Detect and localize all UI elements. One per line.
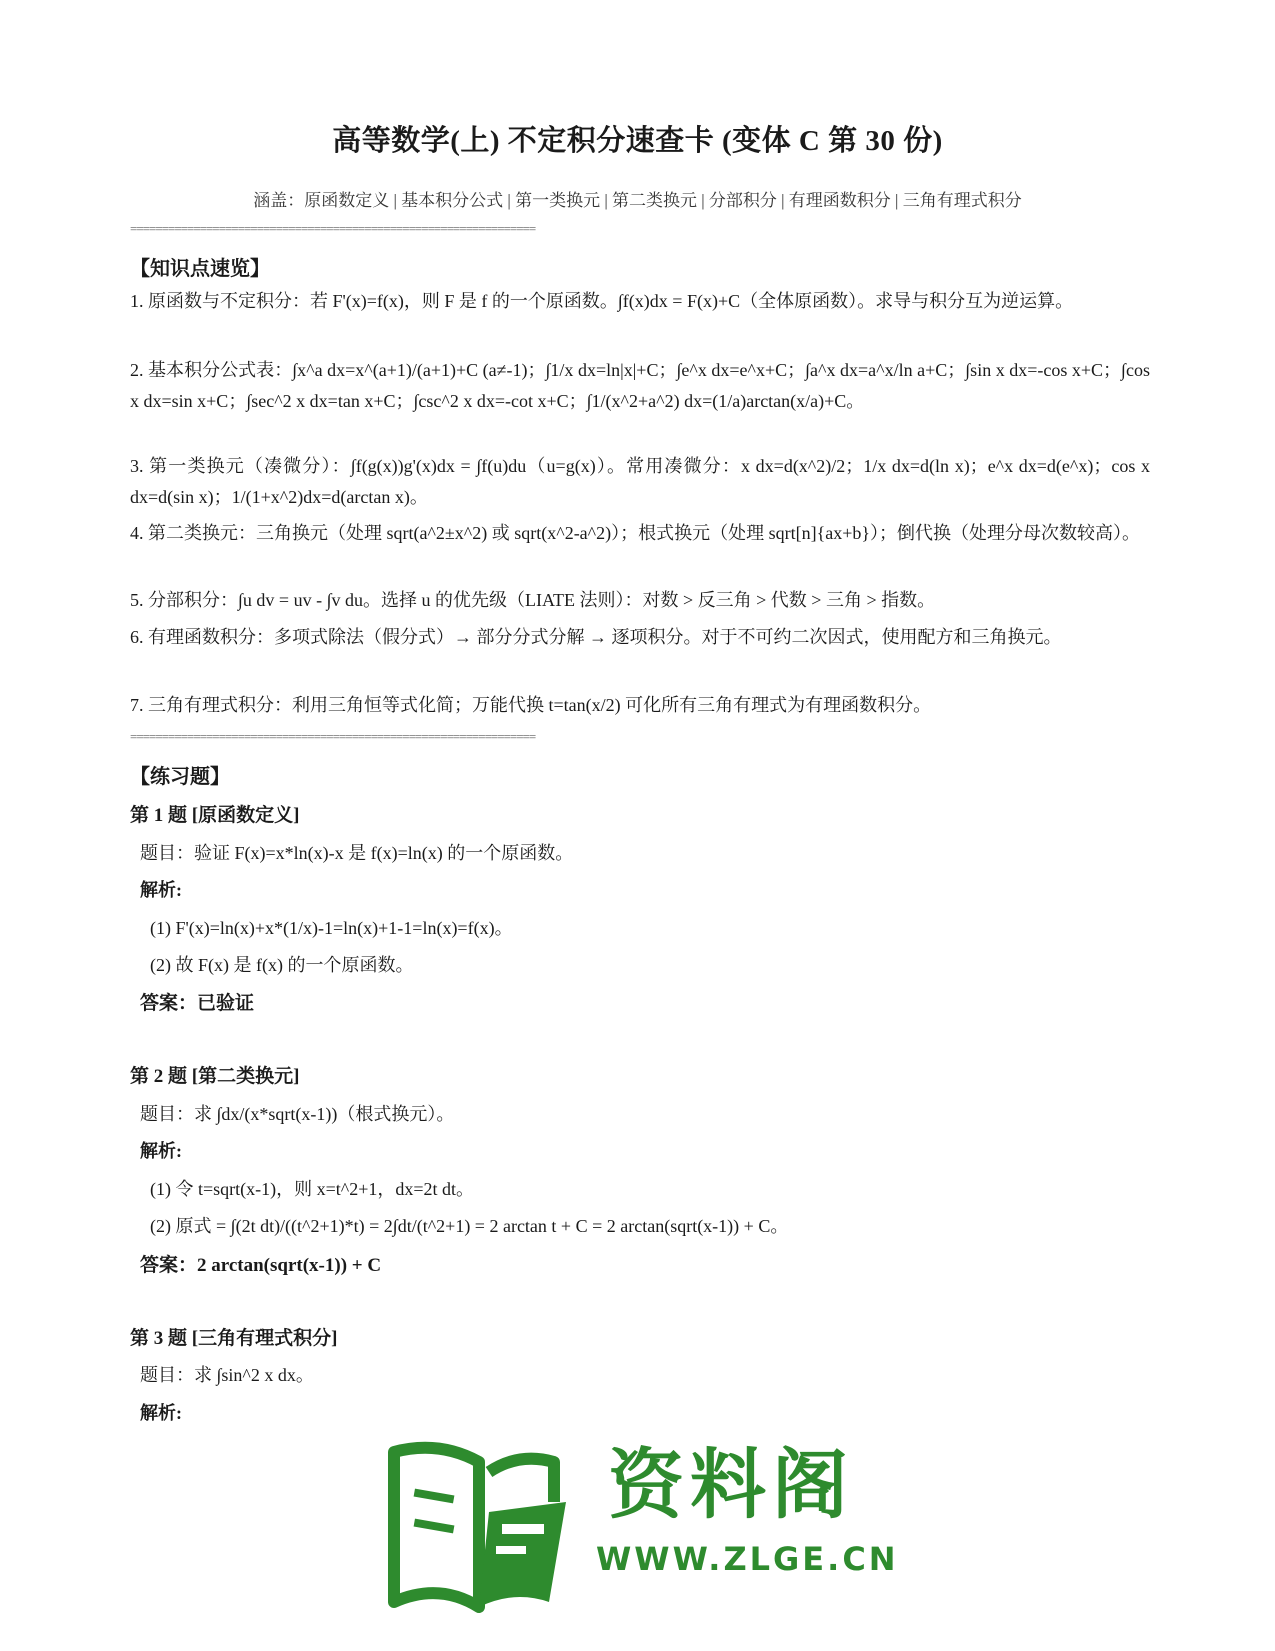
analysis-step: (1) 令 t=sqrt(x-1)，则 x=t^2+1，dx=2t dt。 <box>150 1179 475 1199</box>
document-title: 高等数学(上) 不定积分速查卡 (变体 C 第 30 份) <box>332 125 943 157</box>
question-problem: 题目：验证 F(x)=x*ln(x)-x 是 f(x)=ln(x) 的一个原函数。 <box>140 843 574 863</box>
question-heading: 第 1 题 [原函数定义] <box>130 805 300 826</box>
watermark <box>398 1440 899 1630</box>
knowledge-item: 1. 原函数与不定积分：若 F'(x)=f(x)，则 F 是 f 的一个原函数。∫f(x)dx = F(x)+C（全体原函数）。求导与积分互为逆运算。 <box>130 291 1074 311</box>
question-problem: 题目：求 ∫sin^2 x dx。 <box>140 1365 314 1385</box>
analysis-step: (2) 故 F(x) 是 f(x) 的一个原函数。 <box>150 955 414 975</box>
separator-rule: ================================================================ <box>130 729 536 744</box>
knowledge-item: 4. 第二类换元：三角换元（处理 sqrt(a^2±x^2) 或 sqrt(x^2-a^2)）；根式换元（处理 sqrt[n]{ax+b}）；倒代换（处理分母次数较高）。 <box>130 523 1141 543</box>
document-subtitle: 涵盖：原函数定义 | 基本积分公式 | 第一类换元 | 第二类换元 | 分部积分 | 有理函数积分 | 三角有理式积分 <box>253 191 1022 210</box>
analysis-step: (1) F'(x)=ln(x)+x*(1/x)-1=ln(x)+1-1=ln(x)=f(x)。 <box>150 918 513 938</box>
question-heading: 第 2 题 [第二类换元] <box>130 1066 300 1087</box>
analysis-step: (2) 原式 = ∫(2t dt)/((t^2+1)*t) = 2∫dt/(t^2+1) = 2 arctan t + C = 2 arctan(sqrt(x-1)) + C。 <box>150 1216 789 1236</box>
knowledge-item: 6. 有理函数积分：多项式除法（假分式）→ 部分分式分解 → 逐项积分。对于不可约二次因式，使用配方和三角换元。 <box>130 627 1062 647</box>
separator-rule: ================================================================ <box>130 221 536 236</box>
analysis-label: 解析: <box>140 1403 182 1423</box>
watermark-brand: 资料阁 <box>608 1440 854 1529</box>
knowledge-heading: 【知识点速览】 <box>130 258 270 280</box>
knowledge-item: 3. 第一类换元（凑微分）：∫f(g(x))g'(x)dx = ∫f(u)du（u=g(x)）。常用凑微分：x dx=d(x^2)/2；1/x dx=d(ln x)；e^x dx=d(e^x)；cos x dx=d(sin x)；1/(1+x^2)dx=d(arctan x)。 <box>130 456 1150 507</box>
knowledge-item: 5. 分部积分：∫u dv = uv - ∫v du。选择 u 的优先级（LIATE 法则）：对数 > 反三角 > 代数 > 三角 > 指数。 <box>130 590 936 610</box>
question-problem: 题目：求 ∫dx/(x*sqrt(x-1))（根式换元）。 <box>140 1104 455 1124</box>
question-answer: 答案：已验证 <box>140 993 255 1014</box>
practice-heading: 【练习题】 <box>130 766 230 788</box>
analysis-label: 解析: <box>140 880 182 900</box>
question-heading: 第 3 题 [三角有理式积分] <box>130 1328 338 1349</box>
question-answer: 答案：2 arctan(sqrt(x-1)) + C <box>140 1255 382 1276</box>
knowledge-item: 7. 三角有理式积分：利用三角恒等式化简；万能代换 t=tan(x/2) 可化所有三角有理式为有理函数积分。 <box>130 695 932 715</box>
analysis-label: 解析: <box>140 1141 182 1161</box>
open-book-folder-icon <box>384 1432 574 1622</box>
knowledge-item: 2. 基本积分公式表：∫x^a dx=x^(a+1)/(a+1)+C (a≠-1)；∫1/x dx=ln|x|+C；∫e^x dx=e^x+C；∫a^x dx=a^x/ln a+C；∫sin x dx=-cos x+C；∫cos x dx=sin x+C；∫sec^2 x dx=tan x+C；∫csc^2 x dx=-cot x+C；∫1/(x^2+a^2) dx=(1/a)arctan(x/a)+C。 <box>130 360 1150 411</box>
watermark-url: WWW.ZLGE.CN <box>596 1540 899 1578</box>
